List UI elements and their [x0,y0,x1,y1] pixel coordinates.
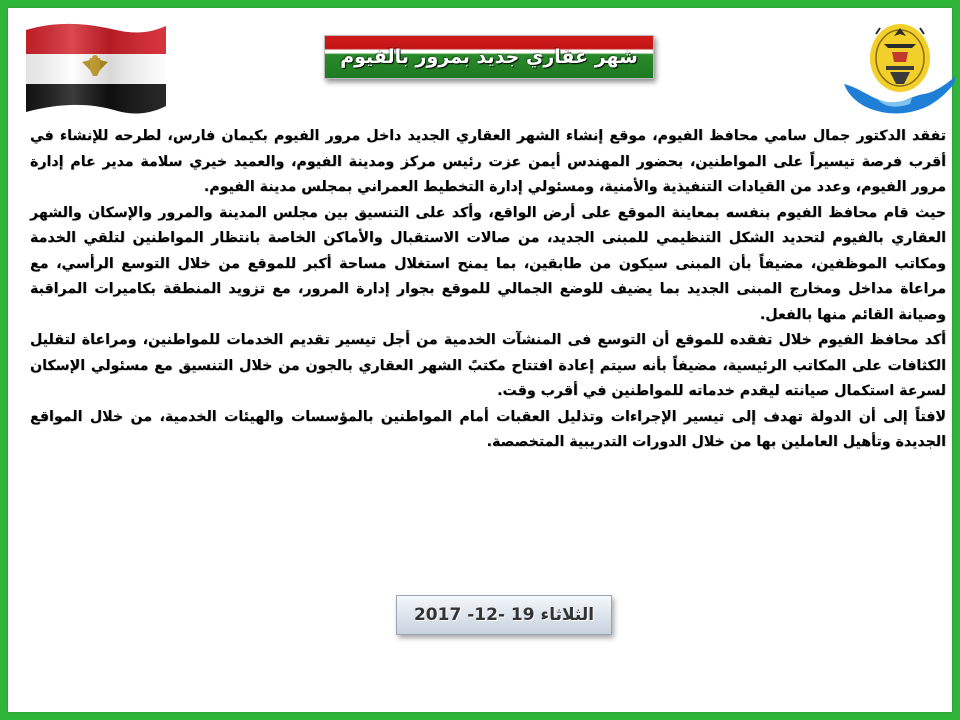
fayoum-governorate-logo-icon [840,14,958,118]
date-badge [396,595,612,635]
egypt-flag-icon [20,18,170,118]
article-paragraph: لافتاً إلى أن الدولة تهدف إلى تيسير الإجراءات وتذليل العقبات أمام المواطنين بالمؤسسات والهيئات الخدمية، من خلال المواقع الجديدة وتأهيل العاملين بها من خلال الدورات التدريبية المتخصصة. [30,408,946,450]
headline-title: شهر عقاري جديد بمرور بالفيوم [340,46,638,68]
page-frame [8,8,952,712]
article-paragraph: حيث قام محافظ الفيوم بنفسه بمعاينة الموقع على أرض الواقع، وأكد على التنسيق بين مجلس المدينة والمرور والإسكان والشهر العقاري بالفيوم لتحديد الشكل التنظيمي للمبنى الجديد، من صالات الاستقبال والأماكن الخاصة بانتظار المواطنين لتلقي الخدمة ومكاتب الموظفين، مضيفاً بأن المبنى سيكون من طابقين، بما يمنح استغلال مساحة أكبر للموقع من خلال التوسع الرأسي، مع مراعاة مداخل ومخارج المبنى الجديد بما يضيف للوضع الجمالي للموقع بجوار إدارة المرور، مع تزويد المنطقة بكاميرات المراقبة وصيانة القائم منها بالفعل. [30,204,946,323]
publish-date: الثلاثاء 19 -12- 2017 [413,605,595,625]
article-body [30,124,946,456]
article-paragraph: أكد محافظ الفيوم خلال تفقده للموقع أن التوسع فى المنشآت الخدمية من أجل تيسير تقديم الخدمات للمواطنين، ومراعاة لتقليل الكثافات على المكاتب الرئيسية، مضيفاً بأنه سيتم إعادة افتتاح مكتبً الشهر العقاري بالجون من خلال التنسيق مع مسئولي الإسكان لسرعة استكمال صيانته ليقدم خدماته للمواطنين في أقرب وقت. [30,332,946,399]
article-paragraph: تفقد الدكتور جمال سامي محافظ الفيوم، موقع إنشاء الشهر العقاري الجديد داخل مرور الفيوم بكيمان فارس، لطرحه للإنشاء في أقرب فرصة تيسيراً على المواطنين، بحضور المهندس أيمن عزت رئيس مركز ومدينة الفيوم، والعميد خيري سلامة مدير عام إدارة مرور الفيوم، وعدد من القيادات التنفيذية والأمنية، ومسئولي إدارة التخطيط العمراني بمجلس مدينة الفيوم. [30,128,946,195]
headline-banner [324,35,654,79]
